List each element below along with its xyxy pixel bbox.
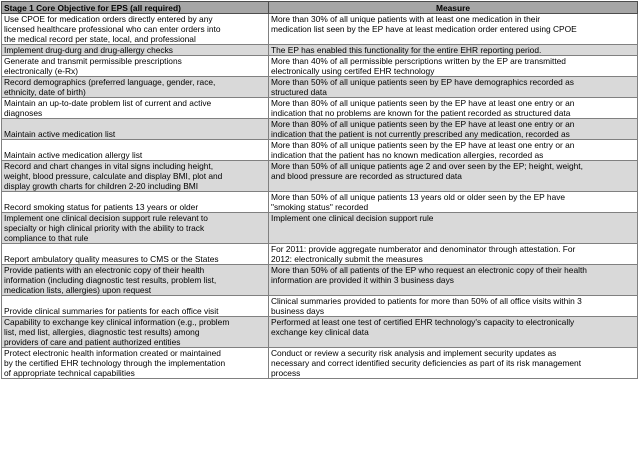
objective-cell-line: Record and chart changes in vital signs including height, [4, 161, 214, 171]
objective-cell-line: by the certified EHR technology through the implementation [4, 358, 226, 368]
table-row [2, 296, 638, 317]
objective-cell-line: information (including diagnostic test results, problem list, [4, 275, 217, 285]
objective-cell-line: specialty or high clinical priority with the ability to track [4, 223, 205, 233]
objective-cell [2, 45, 269, 56]
table-row [2, 98, 638, 119]
objective-cell [2, 265, 269, 296]
objective-cell [2, 140, 269, 161]
measure-cell [269, 98, 638, 119]
objective-cell-line: the medical record per state, local, and professional [4, 34, 196, 44]
measure-cell-line: The EP has enabled this functionality for the entire EHR reporting period. [271, 45, 542, 55]
measure-cell [269, 56, 638, 77]
measure-cell [269, 265, 638, 296]
measure-cell [269, 348, 638, 379]
objective-cell-line: Implement drug-durg and drug-allergy checks [4, 45, 173, 55]
measure-cell [269, 119, 638, 140]
table-row [2, 77, 638, 98]
table-row [2, 244, 638, 265]
table-row [2, 45, 638, 56]
objective-cell-line: Protect electronic health information created or maintained [4, 348, 221, 358]
measure-cell-line: indication that no problems are known for the patient recorded as structured data [271, 108, 571, 118]
objective-cell-line: Provide clinical summaries for patients for each office visit [4, 306, 219, 316]
measure-cell-line: process [271, 368, 301, 378]
measure-cell-line: Clinical summaries provided to patients for more than 50% of all office visits within 3 [271, 296, 582, 306]
table-row [2, 161, 638, 192]
objective-cell [2, 56, 269, 77]
measure-cell-line: information are provided it within 3 business days [271, 275, 454, 285]
measure-cell-line: electronically using certifed EHR technology [271, 66, 435, 76]
objective-cell-line: Record smoking status for patients 13 years or older [4, 202, 199, 212]
measure-cell-line: More than 80% of all unique patients seen by the EP have at least one entry or an [271, 140, 575, 150]
measure-cell-line: More than 50% of all unique patients age 2 and over seen by the EP; height, weight, [271, 161, 583, 171]
table-row [2, 348, 638, 379]
measure-cell-line: More than 50% of all unique patients 13 years old or older seen by the EP have [271, 192, 566, 202]
table-body [2, 14, 638, 379]
table-row [2, 14, 638, 45]
objective-cell [2, 244, 269, 265]
objective-cell-line: Report ambulatory quality measures to CMS or the States [4, 254, 219, 264]
table-header-row [2, 2, 638, 14]
measure-cell-line: Implement one clinical decision support rule [271, 213, 434, 223]
measure-cell-line: exchange key clinical data [271, 327, 369, 337]
measure-cell-line: Conduct or review a security risk analysis and implement security updates as [271, 348, 557, 358]
table-row [2, 317, 638, 348]
measure-cell-line: structured data [271, 87, 327, 97]
measure-cell [269, 192, 638, 213]
measure-cell-line: business days [271, 306, 325, 316]
objective-cell-line: Implement one clinical decision support rule relevant to [4, 213, 208, 223]
objective-cell-line: providers of care and patient authorized entities [4, 337, 181, 347]
objective-cell-line: weight, blood pressure, calculate and display BMI, plot and [4, 171, 223, 181]
objective-cell [2, 192, 269, 213]
objective-cell-line: Capability to exchange key clinical information (e.g., problem [4, 317, 230, 327]
measure-cell [269, 14, 638, 45]
measure-column-header: Measure [269, 2, 638, 14]
objective-cell-line: Record demographics (preferred language, gender, race, [4, 77, 216, 87]
objective-cell-line: electronically (e-Rx) [4, 66, 78, 76]
objective-cell-line: Maintain active medication list [4, 129, 116, 139]
measure-cell-line: necessary and correct identified security deficiencies as part of its risk management [271, 358, 582, 368]
measure-cell [269, 161, 638, 192]
objective-column-header: Stage 1 Core Objective for EPS (all required) [2, 2, 269, 14]
objective-cell-line: compliance to that rule [4, 233, 89, 243]
measure-cell-line: More than 80% of all unique patients seen by the EP have at least one entry or an [271, 98, 575, 108]
objective-cell [2, 213, 269, 244]
measure-cell [269, 140, 638, 161]
measure-cell-line: 2012: electronically submit the measures [271, 254, 423, 264]
objective-cell-line: list, med list, allergies, diagnostic test results) among [4, 327, 200, 337]
measure-cell-line: indication that the patient has no known medication allergies, recorded as [271, 150, 544, 160]
objective-cell-line: ethnicity, date of birth) [4, 87, 86, 97]
objective-cell-line: Provide patients with an electronic copy of their health [4, 265, 205, 275]
measure-cell-line: More than 30% of all unique patients with at least one medication in their [271, 14, 541, 24]
measure-cell-line: and blood pressure are recorded as structured data [271, 171, 462, 181]
objective-cell [2, 14, 269, 45]
measure-cell [269, 45, 638, 56]
objective-cell [2, 98, 269, 119]
table-row [2, 56, 638, 77]
ehr-objectives-table [1, 1, 638, 379]
objective-cell-line: Maintain active medication allergy list [4, 150, 143, 160]
table-row [2, 192, 638, 213]
objective-cell-line: of appropriate technical capabilities [4, 368, 135, 378]
measure-cell-line: More than 40% of all permissible perscriptions written by the EP are transmitted [271, 56, 566, 66]
table-row [2, 265, 638, 296]
measure-cell [269, 317, 638, 348]
measure-cell-line: More than 50% of all unique patients seen by EP have demographics recorded as [271, 77, 574, 87]
measure-cell [269, 244, 638, 265]
objective-cell [2, 296, 269, 317]
objective-cell [2, 77, 269, 98]
objective-cell [2, 317, 269, 348]
measure-cell-line: "smoking status" recorded [271, 202, 369, 212]
objective-cell [2, 119, 269, 140]
objective-cell-line: diagnoses [4, 108, 43, 118]
measure-cell-line: indication that the patient is not currently prescribed any medication, recorded as [271, 129, 570, 139]
measure-cell-line: More than 50% of all patients of the EP who request an electronic copy of their health [271, 265, 587, 275]
table-row [2, 140, 638, 161]
measure-cell-line: More than 80% of all unique patients seen by the EP have at least one entry or an [271, 119, 575, 129]
measure-cell-line: Performed at least one test of certified EHR technology's capacity to electronically [271, 317, 575, 327]
measure-cell-line: For 2011: provide aggregate numberator and denominator through attestation. For [271, 244, 576, 254]
objective-cell-line: Maintain an up-to-date problem list of current and active [4, 98, 212, 108]
objective-cell-line: Use CPOE for medication orders directly entered by any [4, 14, 213, 24]
objective-cell [2, 348, 269, 379]
table-row [2, 213, 638, 244]
objective-cell-line: medication lists, allergies) upon request [4, 285, 152, 295]
table-row [2, 119, 638, 140]
objective-cell-line: Generate and transmit permissible prescriptions [4, 56, 182, 66]
objective-cell-line: licensed healthcare professional who can enter orders into [4, 24, 221, 34]
measure-cell [269, 296, 638, 317]
measure-cell [269, 77, 638, 98]
measure-cell [269, 213, 638, 244]
measure-cell-line: medication list seen by the EP have at least medication order entered using CPOE [271, 24, 577, 34]
objective-cell [2, 161, 269, 192]
objective-cell-line: display growth charts for children 2-20 including BMI [4, 181, 199, 191]
